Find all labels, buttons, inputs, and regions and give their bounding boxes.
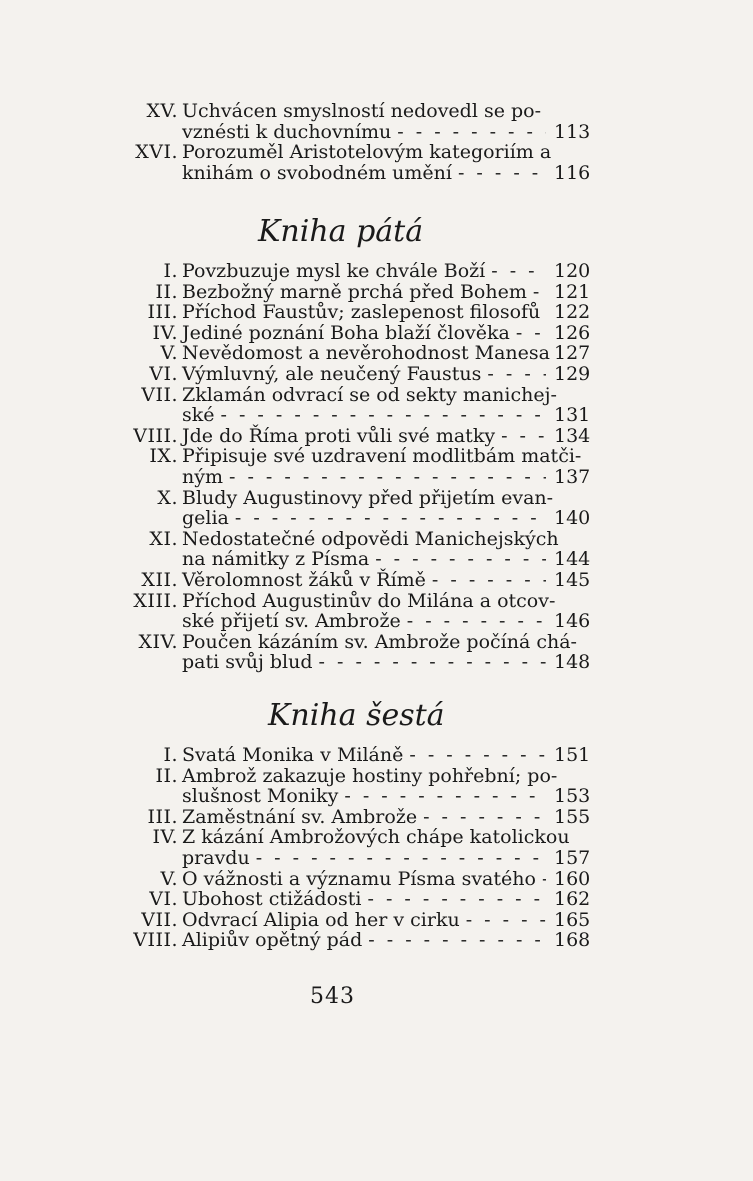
leader-dots: [368, 930, 546, 951]
toc-entry: [118, 385, 598, 426]
page-ref: 146: [554, 610, 591, 633]
toc-entry: [118, 446, 598, 487]
chapter-number: VI.: [149, 888, 178, 911]
toc-entry: [118, 343, 598, 364]
leader-dots: [397, 122, 546, 143]
toc-entry-line: [118, 385, 598, 406]
chapter-title: vznésti k duchovnímu: [182, 120, 392, 143]
chapter-title: Zaměstnání sv. Ambrože: [182, 805, 418, 828]
chapter-title: Zklamán odvrací se od sekty manichej-: [182, 383, 557, 406]
chapter-number: V.: [160, 342, 178, 365]
toc-entry: [118, 529, 598, 570]
toc-entry: [118, 889, 598, 910]
chapter-title: Z kázání Ambrožových chápe katolickou: [182, 826, 570, 849]
toc-entry-line: [118, 323, 598, 344]
toc-entry: [118, 302, 598, 323]
leader-dots: [319, 652, 546, 673]
toc-entry: [118, 488, 598, 529]
chapter-number: I.: [163, 744, 178, 766]
toc-entry-line: [118, 807, 598, 828]
toc-entry: [118, 869, 598, 890]
leader-dots: [501, 426, 546, 447]
page-ref: 140: [554, 507, 591, 530]
leader-dots: [221, 405, 546, 426]
leader-dots: [466, 910, 546, 931]
leader-dots: [344, 786, 546, 807]
chapter-title: pravdu: [182, 846, 250, 869]
chapter-number: II.: [155, 280, 178, 303]
chapter-number: IX.: [149, 445, 178, 468]
page-ref: 145: [554, 568, 591, 591]
chapter-title: knihám o svobodném umění: [182, 161, 452, 184]
toc-entry-line: [118, 364, 598, 385]
page-ref: 137: [554, 465, 591, 488]
toc-entry-line: [118, 930, 598, 951]
toc-entry-line: [118, 467, 598, 488]
chapter-number: VII.: [141, 383, 178, 406]
leader-dots: [491, 261, 546, 282]
chapter-title: Bezbožný marně prchá před Bohem: [182, 280, 527, 303]
leader-dots: [516, 323, 546, 344]
toc-book5: [118, 261, 598, 673]
chapter-number: V.: [160, 867, 178, 890]
page-ref: 168: [554, 929, 591, 952]
chapter-title: Odvrací Alipia od her v cirku: [182, 908, 460, 931]
page-ref: 129: [554, 362, 591, 385]
chapter-title: Příchod Faustův; zaslepenost filosofů: [182, 301, 541, 324]
chapter-number: VII.: [141, 908, 178, 931]
chapter-title: Poučen kázáním sv. Ambrože počíná chá-: [182, 630, 577, 653]
chapter-number: IV.: [152, 826, 178, 849]
page-ref: 134: [554, 424, 591, 447]
toc-entry: [118, 426, 598, 447]
page-ref: 160: [554, 867, 591, 890]
toc-entry-line: [118, 786, 598, 807]
chapter-title: gelia: [182, 507, 229, 530]
toc-entry: [118, 745, 598, 766]
chapter-number: XII.: [141, 568, 178, 591]
chapter-number: XI.: [149, 527, 178, 550]
page-number: 543: [310, 984, 355, 1009]
chapter-number: X.: [157, 486, 178, 509]
chapter-number: VIII.: [133, 929, 178, 952]
heading-book5: Kniha pátá: [258, 214, 424, 249]
chapter-title: Ambrož zakazuje hostiny pohřební; po-: [182, 764, 558, 787]
leader-dots: [542, 869, 546, 890]
toc-entry-line: [118, 652, 598, 673]
chapter-title: Věrolomnost žáků v Římě: [182, 568, 426, 591]
toc-entry: [118, 282, 598, 303]
chapter-title: slušnost Moniky: [182, 785, 339, 808]
toc-entry-line: [118, 508, 598, 529]
chapter-title: Jde do Říma proti vůli své matky: [182, 424, 496, 447]
leader-dots: [458, 163, 546, 184]
toc-entry-line: [118, 827, 598, 848]
chapter-number: XIV.: [138, 630, 178, 653]
toc-entry: [118, 930, 598, 951]
toc-entry-line: [118, 632, 598, 653]
toc-entry: [118, 570, 598, 591]
chapter-number: VI.: [149, 362, 178, 385]
chapter-title: ské přijetí sv. Ambrože: [182, 610, 401, 633]
chapter-number: VIII.: [133, 424, 178, 447]
chapter-number: I.: [163, 260, 178, 282]
leader-dots: [533, 282, 546, 303]
page-ref: 151: [554, 744, 591, 766]
leader-dots: [235, 508, 546, 529]
leader-dots: [432, 570, 546, 591]
toc-entry-line: [118, 910, 598, 931]
toc-entry-line: [118, 426, 598, 447]
leader-dots: [367, 889, 546, 910]
chapter-title: ným: [182, 465, 223, 488]
toc-entry: [118, 910, 598, 931]
chapter-title: Připisuje své uzdravení modlitbám matči-: [182, 445, 582, 468]
toc-entry: [118, 101, 598, 142]
page-ref: 157: [554, 846, 591, 869]
page-ref: 113: [554, 120, 591, 143]
page-ref: 148: [554, 651, 591, 674]
toc-entry-line: [118, 488, 598, 509]
chapter-title: Uchvácen smyslností nedovedl se po-: [182, 100, 542, 122]
toc-entry: [118, 323, 598, 344]
toc-book6: [118, 745, 598, 951]
chapter-title: Nedostatečné odpovědi Manichejských: [182, 527, 559, 550]
chapter-number: III.: [147, 301, 178, 324]
toc-entry: [118, 766, 598, 807]
toc-entry-line: [118, 611, 598, 632]
chapter-title: Nevědomost a nevěrohodnost Manesa: [182, 342, 550, 365]
chapter-title: Výmluvný, ale neučený Faustus: [182, 362, 482, 385]
toc-entry-line: [118, 869, 598, 890]
toc-entry: [118, 807, 598, 828]
page-ref: 131: [554, 404, 591, 427]
toc-entry: [118, 364, 598, 385]
toc-entry-line: [118, 142, 598, 163]
chapter-title: Porozuměl Aristotelovým kategoriím a: [182, 141, 552, 164]
leader-dots: [409, 745, 546, 766]
chapter-number: XV.: [146, 100, 178, 122]
toc-entry-line: [118, 889, 598, 910]
toc-entry-line: [118, 745, 598, 766]
page-ref: 120: [554, 260, 591, 282]
page-ref: 127: [554, 342, 591, 365]
leader-dots: [256, 848, 546, 869]
chapter-number: III.: [147, 805, 178, 828]
toc-entry-line: [118, 570, 598, 591]
toc-entry-line: [118, 529, 598, 550]
toc-entry-line: [118, 302, 598, 323]
page-ref: 153: [554, 785, 591, 808]
page-ref: 165: [554, 908, 591, 931]
chapter-title: Jediné poznání Boha blaží člověka: [182, 321, 510, 344]
toc-entry-line: [118, 101, 598, 122]
toc-entry-line: [118, 343, 598, 364]
toc-entry-line: [118, 446, 598, 467]
toc-entry: [118, 632, 598, 673]
toc-entry: [118, 142, 598, 183]
chapter-title: Alipiův opětný pád: [182, 929, 363, 952]
toc-entry-line: [118, 405, 598, 426]
page-ref: 144: [554, 548, 591, 571]
page-ref: 116: [554, 161, 591, 184]
toc-entry-line: [118, 848, 598, 869]
heading-book6: Kniha šestá: [268, 698, 445, 733]
page-ref: 121: [554, 280, 591, 303]
toc-entry: [118, 261, 598, 282]
page-ref: 126: [554, 321, 591, 344]
chapter-title: O vážnosti a významu Písma svatého: [182, 867, 536, 890]
toc-entry-line: [118, 549, 598, 570]
chapter-title: Povzbuzuje mysl ke chvále Boží: [182, 260, 486, 282]
toc-entry-line: [118, 122, 598, 143]
page-ref: 155: [554, 805, 591, 828]
chapter-number: IV.: [152, 321, 178, 344]
leader-dots: [487, 364, 546, 385]
toc-entry-line: [118, 163, 598, 184]
chapter-title: Příchod Augustinův do Milána a otcov-: [182, 589, 556, 612]
toc-entry-line: [118, 282, 598, 303]
toc-entry: [118, 591, 598, 632]
page-ref: 122: [554, 301, 591, 324]
chapter-title: Svatá Monika v Miláně: [182, 744, 404, 766]
leader-dots: [375, 549, 546, 570]
chapter-title: pati svůj blud: [182, 651, 313, 674]
toc-entry-line: [118, 261, 598, 282]
chapter-title: Ubohost ctižádosti: [182, 888, 362, 911]
leader-dots: [229, 467, 546, 488]
chapter-number: II.: [155, 764, 178, 787]
leader-dots: [407, 611, 546, 632]
chapter-title: Bludy Augustinovy před přijetím evan-: [182, 486, 554, 509]
chapter-title: ské: [182, 404, 215, 427]
toc-entry: [118, 827, 598, 868]
leader-dots: [423, 807, 546, 828]
chapter-number: XVI.: [135, 141, 178, 164]
toc-book4-tail: [118, 101, 598, 183]
toc-entry-line: [118, 591, 598, 612]
toc-entry-line: [118, 766, 598, 787]
chapter-title: na námitky z Písma: [182, 548, 370, 571]
chapter-number: XIII.: [133, 589, 178, 612]
page-ref: 162: [554, 888, 591, 911]
